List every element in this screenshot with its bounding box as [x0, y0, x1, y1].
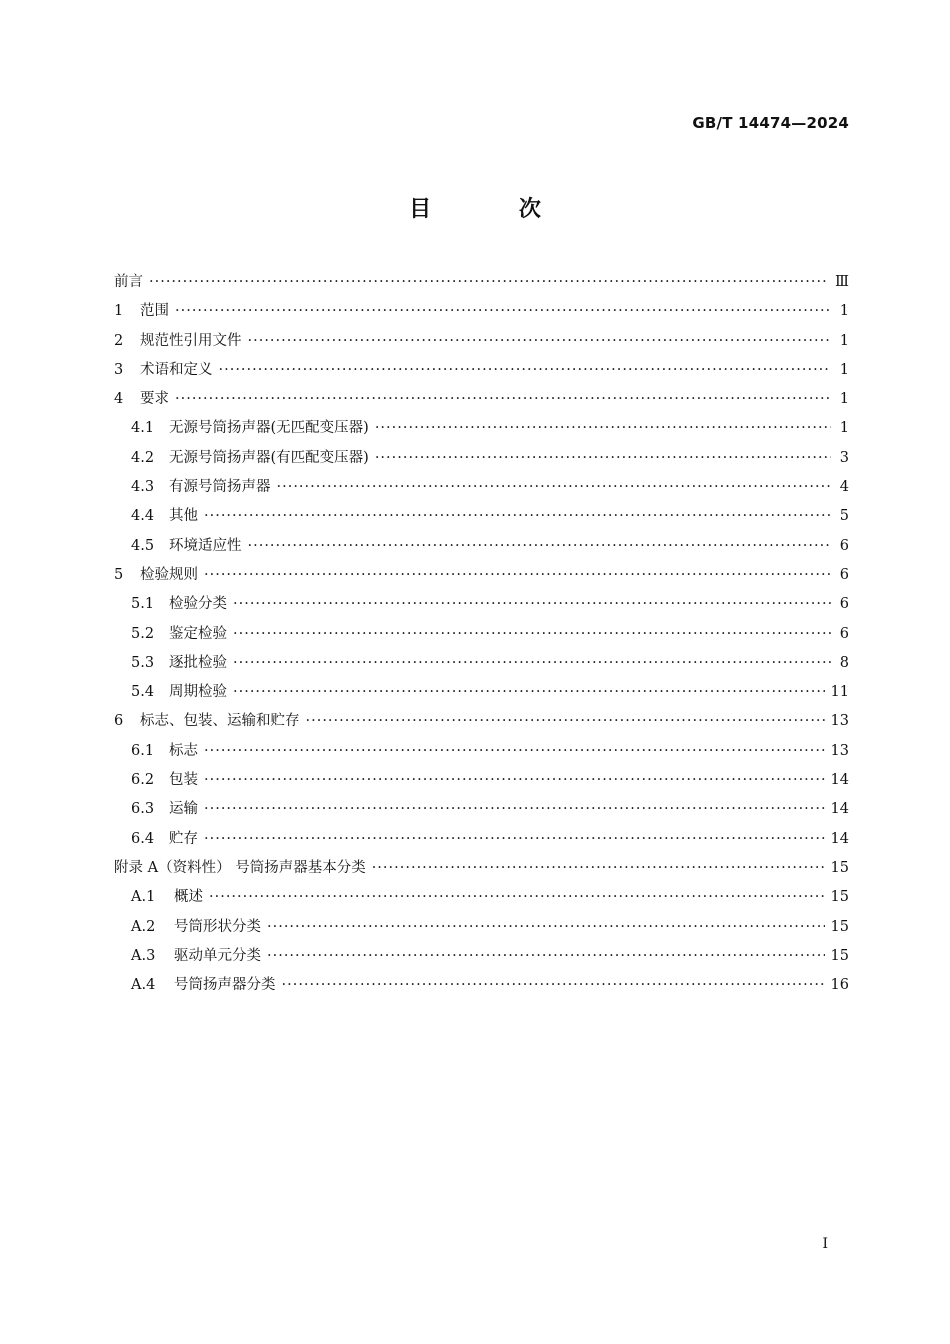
toc-entry-label: 标志 — [169, 742, 198, 759]
toc-entry-page: 6 — [839, 537, 849, 554]
toc-entry-label: 无源号筒扬声器(无匹配变压器) — [169, 420, 369, 437]
toc-entry-number: 2 — [114, 332, 124, 349]
toc-entry-page: 3 — [839, 449, 849, 466]
toc-entry-label: 号筒形状分类 — [174, 918, 261, 935]
toc-entry-label: 检验规则 — [140, 566, 198, 583]
table-of-contents — [114, 270, 849, 1002]
toc-entry-number: 5.1 — [131, 596, 155, 613]
toc-leader-dots — [219, 362, 832, 378]
toc-entry-page: 15 — [830, 889, 849, 906]
toc-entry-label: 无源号筒扬声器(有匹配变压器) — [169, 449, 369, 466]
toc-leader-dots — [372, 860, 825, 876]
toc-entry[interactable] — [114, 504, 849, 533]
toc-entry[interactable] — [114, 856, 849, 885]
toc-leader-dots — [204, 831, 825, 847]
page-title: 目 次 — [409, 197, 581, 222]
toc-entry-label: 贮存 — [169, 830, 198, 847]
toc-entry-number: A.1 — [131, 889, 156, 906]
toc-entry-page: 16 — [830, 977, 849, 994]
toc-entry-number: 5 — [114, 566, 124, 583]
toc-entry[interactable] — [114, 446, 849, 475]
toc-leader-dots — [375, 420, 831, 436]
toc-leader-dots — [175, 303, 831, 319]
toc-entry[interactable] — [114, 563, 849, 592]
toc-entry-number: 5.2 — [131, 625, 155, 642]
toc-entry-label: 包装 — [169, 772, 198, 789]
toc-leader-dots — [282, 977, 825, 993]
toc-entry[interactable] — [114, 797, 849, 826]
toc-entry-number: 5.3 — [131, 654, 155, 671]
toc-entry[interactable] — [114, 329, 849, 358]
toc-entry-page: 13 — [830, 742, 849, 759]
toc-entry[interactable] — [114, 592, 849, 621]
toc-entry-label: 概述 — [174, 889, 203, 906]
toc-leader-dots — [233, 626, 831, 642]
toc-leader-dots — [233, 655, 831, 671]
toc-entry-label: 要求 — [140, 391, 169, 408]
toc-entry[interactable] — [114, 534, 849, 563]
toc-entry-label: 驱动单元分类 — [174, 947, 261, 964]
toc-entry[interactable] — [114, 387, 849, 416]
toc-entry[interactable] — [114, 885, 849, 914]
toc-entry-label: 逐批检验 — [169, 654, 227, 671]
toc-entry[interactable] — [114, 827, 849, 856]
toc-leader-dots — [248, 538, 832, 554]
toc-entry-page: 1 — [839, 361, 849, 378]
toc-entry-label: 运输 — [169, 801, 198, 818]
toc-leader-dots — [375, 450, 831, 466]
toc-entry-page: 8 — [839, 654, 849, 671]
toc-entry[interactable] — [114, 739, 849, 768]
page-number: I — [822, 1236, 828, 1252]
toc-entry-label: 前言 — [114, 274, 143, 290]
toc-leader-dots — [267, 919, 825, 935]
toc-entry-page: 15 — [830, 859, 849, 876]
toc-entry-page: 1 — [839, 420, 849, 437]
toc-entry-label: 标志、包装、运输和贮存 — [140, 713, 300, 730]
toc-entry-page: 14 — [830, 772, 849, 789]
toc-entry-number: 4 — [114, 391, 124, 408]
toc-entry-label: 环境适应性 — [169, 537, 242, 554]
toc-entry-page: 1 — [839, 303, 849, 320]
toc-entry-number: 4.4 — [131, 508, 155, 525]
toc-entry-number: 6.4 — [131, 830, 155, 847]
toc-entry-page: 1 — [839, 391, 849, 408]
toc-entry-label: 号筒扬声器分类 — [174, 977, 276, 994]
toc-entry-page: 4 — [839, 479, 849, 496]
toc-entry-label: 其他 — [169, 508, 198, 525]
toc-entry-page: 11 — [830, 684, 849, 701]
toc-entry-page: 15 — [830, 947, 849, 964]
toc-entry-page: Ⅲ — [835, 274, 849, 290]
toc-entry[interactable] — [114, 944, 849, 973]
toc-entry[interactable] — [114, 768, 849, 797]
toc-entry[interactable] — [114, 475, 849, 504]
toc-leader-dots — [204, 801, 825, 817]
toc-leader-dots — [233, 596, 831, 612]
toc-entry[interactable] — [114, 973, 849, 1002]
toc-leader-dots — [204, 743, 825, 759]
toc-entry-page: 14 — [830, 801, 849, 818]
toc-leader-dots — [233, 684, 825, 700]
toc-entry-page: 14 — [830, 830, 849, 847]
toc-entry[interactable] — [114, 915, 849, 944]
toc-entry[interactable] — [114, 680, 849, 709]
toc-entry-page: 6 — [839, 596, 849, 613]
toc-entry-label: 范围 — [140, 303, 169, 320]
toc-leader-dots — [204, 772, 825, 788]
toc-leader-dots — [277, 479, 832, 495]
toc-entry-number: 4.1 — [131, 420, 155, 437]
toc-entry-number: 6.3 — [131, 801, 155, 818]
toc-leader-dots — [306, 713, 825, 729]
toc-leader-dots — [149, 274, 829, 290]
toc-entry-number: A.3 — [131, 947, 156, 964]
toc-entry-label: 规范性引用文件 — [140, 332, 242, 349]
toc-entry-label: 术语和定义 — [140, 361, 213, 378]
toc-entry[interactable] — [114, 358, 849, 387]
toc-entry[interactable] — [114, 416, 849, 445]
toc-leader-dots — [248, 333, 832, 349]
toc-entry-number: A.2 — [131, 918, 156, 935]
toc-leader-dots — [267, 948, 825, 964]
toc-entry-number: 1 — [114, 303, 124, 320]
toc-entry[interactable] — [114, 651, 849, 680]
toc-entry-label: 附录 A（资料性） 号筒扬声器基本分类 — [114, 859, 366, 876]
toc-entry-number: 3 — [114, 361, 124, 378]
toc-entry-number: 4.2 — [131, 449, 155, 466]
toc-entry[interactable] — [114, 299, 849, 328]
toc-entry-label: 检验分类 — [169, 596, 227, 613]
toc-leader-dots — [204, 567, 831, 583]
toc-entry-label: 周期检验 — [169, 684, 227, 701]
toc-entry-number: 4.5 — [131, 537, 155, 554]
toc-entry-page: 6 — [839, 566, 849, 583]
toc-entry[interactable] — [114, 709, 849, 738]
toc-leader-dots — [209, 889, 825, 905]
toc-entry-number: 4.3 — [131, 479, 155, 496]
toc-entry-number: 6.1 — [131, 742, 155, 759]
toc-entry[interactable] — [114, 622, 849, 651]
toc-entry-number: 6 — [114, 713, 124, 730]
toc-entry-page: 5 — [839, 508, 849, 525]
toc-entry-number: 6.2 — [131, 772, 155, 789]
toc-entry-page: 6 — [839, 625, 849, 642]
toc-entry-page: 1 — [839, 332, 849, 349]
toc-entry-page: 13 — [830, 713, 849, 730]
toc-entry-label: 鉴定检验 — [169, 625, 227, 642]
toc-entry-number: A.4 — [131, 977, 156, 994]
standard-code: GB/T 14474—2024 — [692, 114, 849, 132]
toc-leader-dots — [175, 391, 831, 407]
toc-entry-label: 有源号筒扬声器 — [169, 479, 271, 496]
toc-leader-dots — [204, 508, 831, 524]
toc-entry-number: 5.4 — [131, 684, 155, 701]
toc-entry[interactable] — [114, 270, 849, 299]
toc-entry-page: 15 — [830, 918, 849, 935]
